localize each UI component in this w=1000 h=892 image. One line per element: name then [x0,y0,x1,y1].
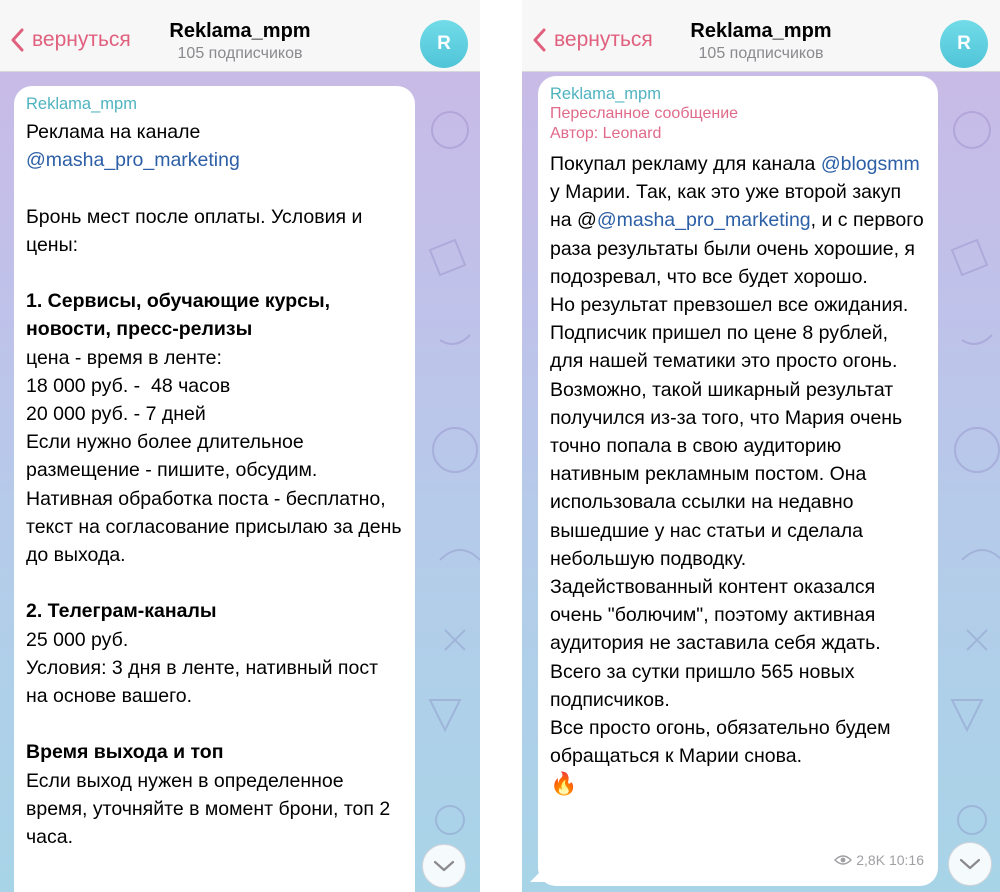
channel-title: Reklama_mpm [169,20,311,42]
chevron-left-icon [532,28,546,52]
back-label: вернуться [554,28,653,51]
back-button[interactable] [532,28,653,52]
message-meta [834,846,924,874]
chevron-down-icon [959,858,981,870]
chat-screen-right [522,0,1000,892]
message-intro: Реклама на канале [26,121,201,143]
booking-text: Бронь мест после оплаты. Условия и цены: [26,205,363,256]
scroll-down-button[interactable] [948,842,992,886]
forwarded-label: Пересланное сообщение [550,105,739,122]
chat-screen-left [0,0,480,892]
channel-avatar[interactable]: R [420,20,468,68]
message-sender[interactable]: Reklama_mpm [550,85,661,103]
channel-title: Reklama_mpm [690,20,832,42]
section-title-telegram: 2. Телеграм-каналы [26,600,217,623]
section-body-telegram: 25 000 руб. Условия: 3 дня в ленте, нативный пост на основе вашего. [26,628,379,708]
message-time: 10:16 [888,851,924,868]
section-title-timing: Время выхода и топ [26,741,224,764]
back-label: вернуться [32,28,131,51]
chat-header [0,0,480,72]
section-body-services: цена - время в ленте: 18 000 руб. - 48 часов 20 000 руб. - 7 дней Если нужно более длительное размещение - пишите, обсудим. Нативная обработка поста - бесплатно, текст на согласование присылаю за день до выхода. [26,346,402,567]
subscriber-count: 105 подписчиков [177,45,303,62]
view-count: 2,8K [856,851,886,868]
message-text-part: Покупал рекламу для канала [550,153,821,175]
forwarded-author[interactable]: Автор: Leonard [550,125,662,142]
channel-mention-link[interactable]: @masha_pro_marketing [596,209,811,232]
message-bubble[interactable] [14,86,415,892]
message-text [550,150,926,770]
chevron-down-icon [433,860,455,872]
message-sender[interactable]: Reklama_mpm [26,95,137,113]
chevron-left-icon [10,28,24,52]
channel-mention-link[interactable]: @masha_pro_marketing [26,149,240,172]
subscriber-count: 105 подписчиков [698,45,824,62]
chat-header [522,0,1000,72]
eye-icon [834,854,852,866]
scroll-down-button[interactable] [422,844,466,888]
back-button[interactable] [10,28,131,52]
blogsmm-mention-link[interactable]: @blogsmm [820,153,920,175]
message-text-part: , и с первого раза результаты были очень хорошие, я подозревал, что все будет хорошо. Но результат превзошел все ожидания. Подписчик пришел по цене 8 рублей, для нашей тематики это просто огонь. Возможно, такой шикарный результат получился из-за того, что Мария очень точно попала в свою аудиторию нативным рекламным постом. Она использовала ссылки на недавно вышедшие у нас статьи и сделала небольшую подводку. Задействованный контент оказался очень "болючим", поэтому активная аудитория не заставила себя ждать. Всего за сутки пришло 565 новых подписчиков. Все просто огонь, обязательно будем обращаться к Марии снова. [550,209,924,768]
fire-emoji: 🔥 [550,771,578,797]
section-body-timing: Если выход нужен в определенное время, уточняйте в момент брони, топ 2 часа. [26,769,396,849]
forwarded-message-bubble[interactable] [538,76,938,886]
section-title-services: 1. Сервисы, обучающие курсы, новости, пресс-релизы [26,290,331,341]
message-text-part: у Марии. Так, как это уже второй закуп на @ [550,153,926,232]
channel-avatar[interactable]: R [940,20,988,68]
